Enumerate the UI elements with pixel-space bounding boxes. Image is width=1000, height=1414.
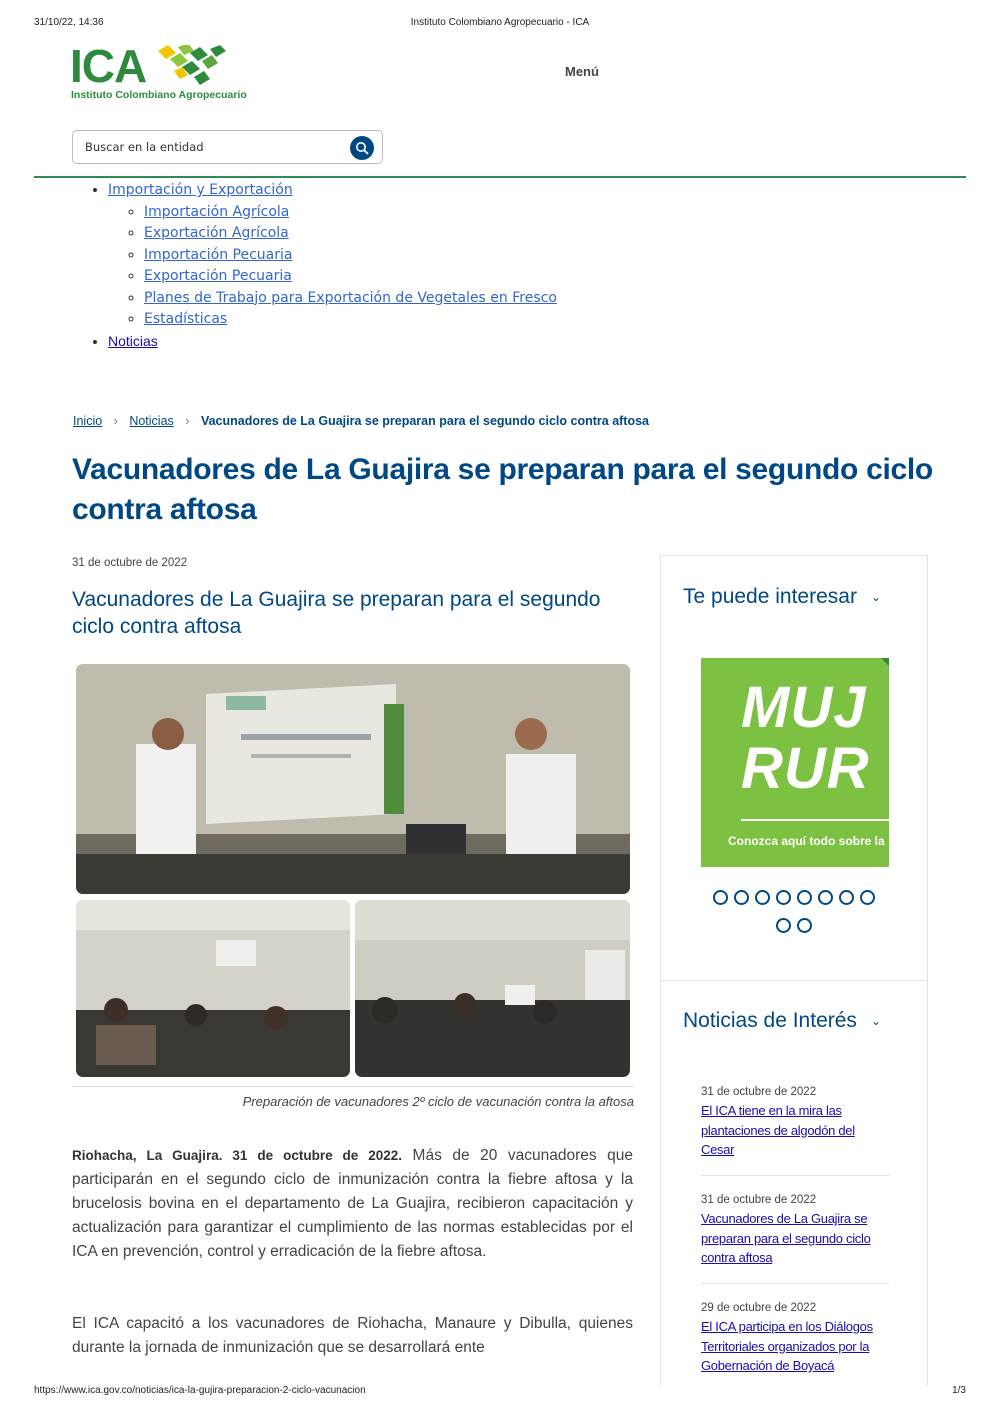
news-link[interactable]: Vacunadores de La Guajira se preparan para el segundo ciclo contra aftosa <box>701 1211 871 1265</box>
nav-subitem <box>144 309 557 331</box>
nav-importacion-agricola[interactable]: Importación Agrícola <box>144 203 290 220</box>
carousel-dot[interactable] <box>776 890 791 905</box>
nav-subitem <box>144 266 557 288</box>
carousel-dot[interactable] <box>734 890 749 905</box>
logo-leaf-icon <box>158 45 228 87</box>
breadcrumb <box>73 414 649 428</box>
chevron-right-icon: › <box>185 414 190 428</box>
carousel-dot[interactable] <box>797 890 812 905</box>
nav-subitem <box>144 223 557 245</box>
news-date: 31 de octubre de 2022 <box>701 1086 817 1098</box>
noticias-interes-title: Noticias de Interés <box>683 1009 857 1032</box>
carousel-dot[interactable] <box>713 890 728 905</box>
photo-caption: Preparación de vacunadores 2º ciclo de vacunación contra la aftosa <box>242 1094 634 1109</box>
nav-subitem <box>144 288 557 310</box>
carousel-dot[interactable] <box>860 890 875 905</box>
article-paragraph-1 <box>72 1144 633 1264</box>
header-divider <box>34 176 966 178</box>
banner-tagline: Conozca aquí todo sobre la <box>728 834 885 848</box>
nav-subitem <box>144 202 557 224</box>
publication-date: 31 de octubre de 2022 <box>72 557 188 569</box>
nav-import-export[interactable]: Importación y Exportación <box>108 182 293 198</box>
breadcrumb-current: Vacunadores de La Guajira se preparan para el segundo ciclo contra aftosa <box>200 414 650 428</box>
carousel-dot[interactable] <box>776 918 791 933</box>
nav-submenu <box>108 202 557 331</box>
news-date: 29 de octubre de 2022 <box>701 1302 817 1314</box>
banner-rule <box>741 819 889 821</box>
nav-subitem <box>144 245 557 267</box>
nav-noticias[interactable]: Noticias <box>108 332 158 349</box>
carousel-dot[interactable] <box>839 890 854 905</box>
chevron-down-icon: ⌄ <box>870 1014 881 1029</box>
breadcrumb-home[interactable]: Inicio <box>73 414 103 428</box>
search-input[interactable] <box>83 137 343 157</box>
chevron-down-icon: ⌄ <box>870 590 882 605</box>
news-date: 31 de octubre de 2022 <box>701 1194 817 1206</box>
nav-item <box>108 180 557 331</box>
article-photo-main <box>76 664 630 894</box>
article-lead: Riohacha, La Guajira. 31 de octubre de 2022. <box>72 1148 403 1163</box>
nav-exportacion-agricola[interactable]: Exportación Agrícola <box>144 225 289 241</box>
nav-estadisticas[interactable]: Estadísticas <box>144 311 228 327</box>
news-divider <box>701 1175 889 1176</box>
carousel-dot[interactable] <box>797 918 812 933</box>
banner-line-2: RUR <box>741 736 870 801</box>
news-divider <box>701 1283 889 1284</box>
figure-divider <box>72 1086 634 1087</box>
breadcrumb-noticias[interactable]: Noticias <box>129 414 174 428</box>
nav-item <box>108 331 557 354</box>
carousel-dot[interactable] <box>755 890 770 905</box>
te-puede-interesar-title: Te puede interesar <box>683 585 857 608</box>
article-paragraph-1-text: Más de 20 vacunadores que participarán en el segundo ciclo de inmunización contra la fiebre aftosa y la brucelosis bovina en el departamento de La Guajira, recibieron capacitación y actualización para garantizar el cumplimiento de las normas establecidas por el ICA en prevención, control y erradicación de la fiebre aftosa. <box>72 1147 633 1260</box>
logo-wordmark: ICA <box>70 40 147 92</box>
page-title: Vacunadores de La Guajira se preparan para el segundo ciclo contra aftosa <box>72 453 933 526</box>
nav-exportacion-pecuaria[interactable]: Exportación Pecuaria <box>144 268 292 284</box>
te-puede-interesar-toggle[interactable] <box>683 585 881 609</box>
noticias-interes-toggle[interactable] <box>683 1009 881 1033</box>
sidebar <box>660 555 928 1385</box>
logo-subtitle: Instituto Colombiano Agropecuario <box>71 89 247 101</box>
news-item <box>701 1194 889 1268</box>
chevron-right-icon: › <box>113 414 118 428</box>
ica-logo[interactable] <box>70 40 247 105</box>
nav-menu <box>72 180 557 353</box>
search-icon <box>355 141 369 155</box>
article-subtitle: Vacunadores de La Guajira se preparan para el segundo ciclo contra aftosa <box>72 588 601 638</box>
search-button[interactable] <box>350 136 374 160</box>
article-photo-classroom-1 <box>76 900 350 1077</box>
nav-importacion-pecuaria[interactable]: Importación Pecuaria <box>144 246 293 263</box>
print-page-title: Instituto Colombiano Agropecuario - ICA <box>410 17 590 28</box>
mujer-rural-banner[interactable] <box>701 658 889 867</box>
sidebar-divider <box>661 980 927 981</box>
banner-corner <box>881 658 889 666</box>
news-link[interactable]: El ICA participa en los Diálogos Territoriales organizados por la Gobernación de Boyacá <box>701 1319 873 1373</box>
print-url: https://www.ica.gov.co/noticias/ica-la-gujira-preparacion-2-ciclo-vacunacion <box>34 1385 366 1396</box>
print-page-number: 1/3 <box>952 1385 966 1396</box>
news-link[interactable]: El ICA tiene en la mira las plantaciones de algodón del Cesar <box>701 1103 855 1157</box>
nav-planes-trabajo[interactable]: Planes de Trabajo para Exportación de Vegetales en Fresco <box>144 289 557 306</box>
print-datetime: 31/10/22, 14:36 <box>34 17 104 28</box>
article-photo-classroom-2 <box>355 900 630 1077</box>
article-paragraph-2: El ICA capacitó a los vacunadores de Riohacha, Manaure y Dibulla, quienes durante la jornada de inmunización que se desarrollará ente <box>72 1315 633 1356</box>
menu-button[interactable]: Menú <box>565 64 599 79</box>
carousel-dots-row-2 <box>661 912 927 940</box>
news-item <box>701 1086 889 1160</box>
news-item <box>701 1302 889 1376</box>
carousel-dots <box>661 884 927 940</box>
carousel-dot[interactable] <box>818 890 833 905</box>
search-box <box>72 130 383 164</box>
banner-line-1: MUJ <box>741 675 867 740</box>
